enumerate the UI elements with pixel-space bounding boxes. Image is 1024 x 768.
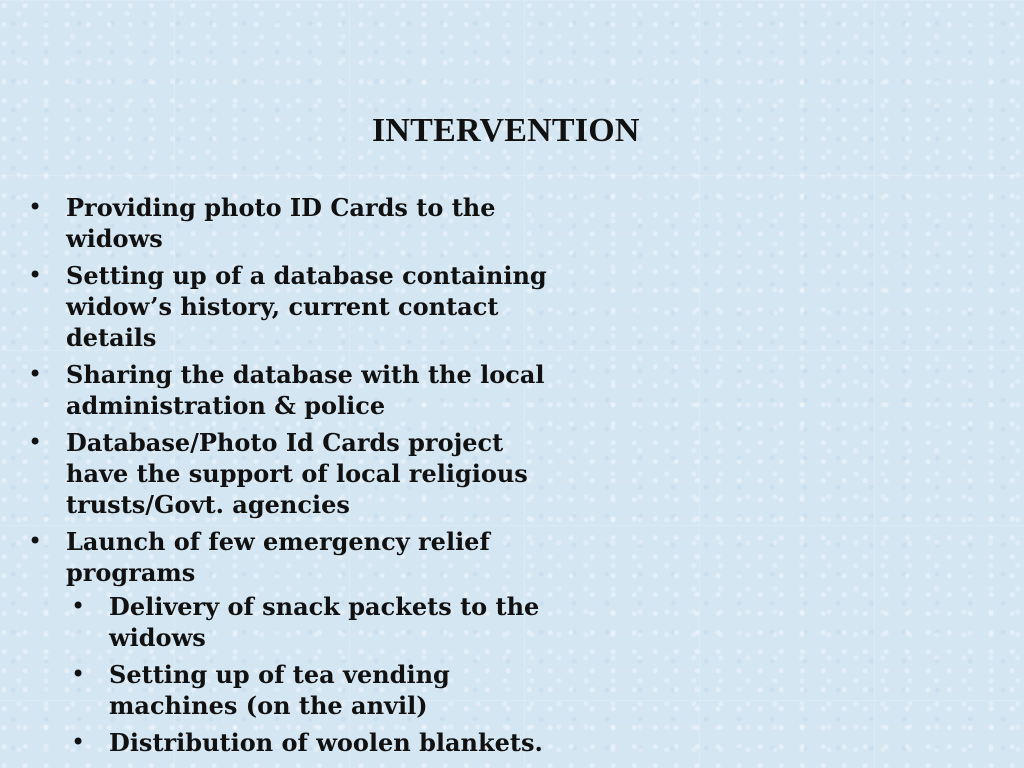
bullet-text-line: • Launch of few emergency relief (66, 527, 490, 556)
sub-bullet-tea-vending (66, 659, 609, 721)
bullet-text-line: widows (66, 224, 163, 253)
bullet-photo-id-cards (28, 192, 618, 254)
sub-bullet-text-line: widows (109, 623, 206, 652)
sub-bullet-text-line: machines (on the anvil) (109, 691, 428, 720)
bullet-relief-programs (28, 526, 618, 758)
bullet-text-line: trusts/Govt. agencies (66, 490, 350, 519)
bullet-text-line: • Sharing the database with the local (66, 360, 545, 389)
bullet-text-line: widow’s history, current contact (66, 292, 499, 321)
slide-title: INTERVENTION (372, 112, 640, 149)
sub-bullet-snack-packets (66, 591, 609, 653)
sub-bullet-text-line: • Setting up of tea vending (109, 660, 450, 689)
bullet-text-line: programs (66, 558, 196, 587)
bullet-text-line: • Setting up of a database containing (66, 261, 547, 290)
bullet-content (28, 192, 618, 764)
sub-bullet-text-line: • Distribution of woolen blankets. (109, 728, 543, 757)
bullet-text-line: • Providing photo ID Cards to the (66, 193, 496, 222)
sub-bullet-woolen-blankets (66, 727, 609, 758)
bullet-text-line: administration & police (66, 391, 386, 420)
bullet-project-support (28, 427, 618, 520)
bullet-text-line: • Database/Photo Id Cards project (66, 428, 504, 457)
bullet-list (28, 192, 618, 758)
bullet-database-setup (28, 260, 618, 353)
bullet-text-line: have the support of local religious (66, 459, 528, 488)
bullet-text-line: details (66, 323, 157, 352)
bullet-database-sharing (28, 359, 618, 421)
relief-program-sub-list (66, 591, 618, 758)
sub-bullet-text-line: • Delivery of snack packets to the (109, 592, 540, 621)
